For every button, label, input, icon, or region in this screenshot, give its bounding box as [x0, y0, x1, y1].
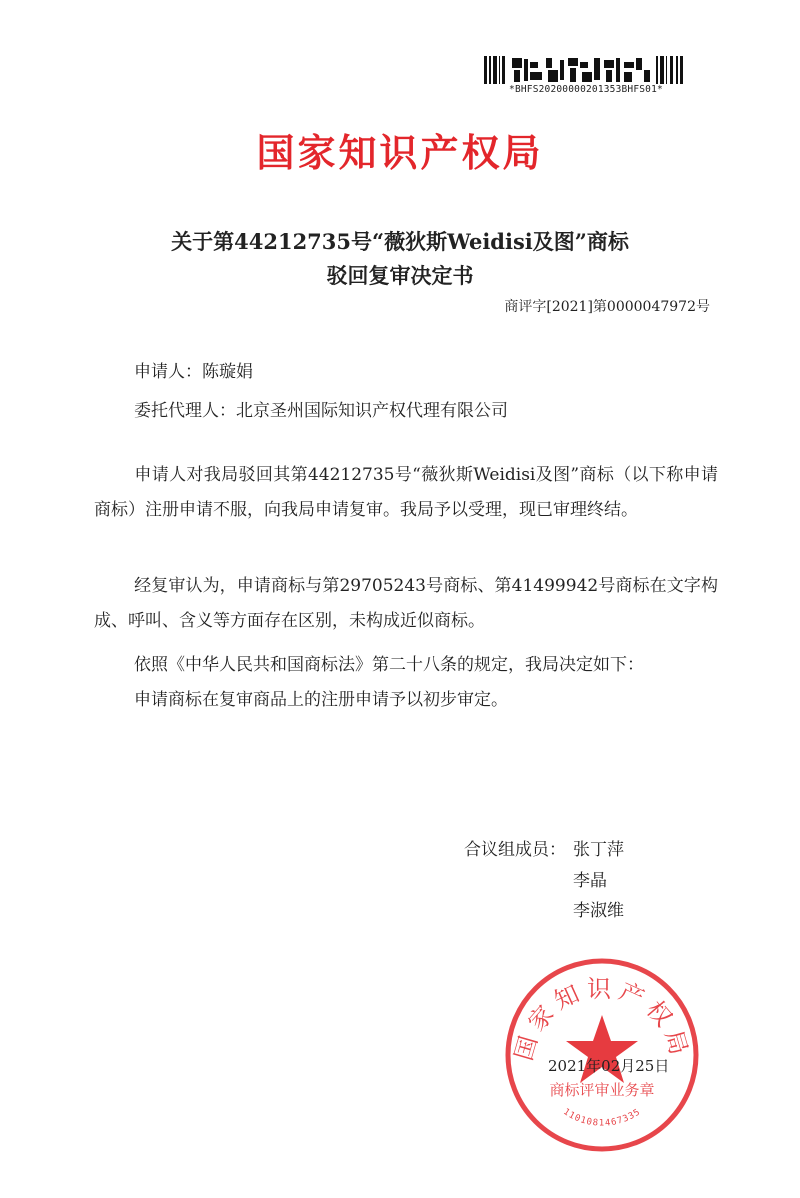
seal-arc-text: 国家知识产权局 — [509, 975, 695, 1064]
barcode-graphic — [484, 56, 684, 84]
seal-serial: 1101081467335 — [561, 1107, 643, 1129]
panel-member: 李淑维 — [573, 901, 624, 921]
panel-member: 李晶 — [573, 871, 607, 891]
decision-title-line1: 关于第44212735号“薇狄斯Weidisi及图”商标 — [171, 229, 629, 254]
applicant-label: 申请人： — [134, 362, 202, 382]
agent-label: 委托代理人： — [134, 401, 236, 421]
svg-text:1101081467335 — [561, 1107, 643, 1129]
agent-name: 北京圣州国际知识产权代理有限公司 — [236, 401, 508, 421]
paragraph-text: 经复审认为，申请商标与第29705243号商标、第41499942号商标在文字构成、呼叫、含义等方面存在区别，未构成近似商标。 — [94, 576, 718, 631]
agency-header: 国家知识产权局 — [256, 131, 544, 175]
body-paragraph-2 — [94, 569, 718, 639]
body-paragraph-1 — [94, 458, 718, 528]
barcode-number: *BHFS20200000201353BHFS01* — [509, 84, 663, 95]
decision-title-line2: 驳回复审决定书 — [326, 263, 474, 288]
decision-date: 2021年02月25日 — [548, 1057, 670, 1075]
paragraph-text: 申请人对我局驳回其第44212735号“薇狄斯Weidisi及图”商标（以下称申请商标）注册申请不服，向我局申请复审。我局予以受理，现已审理终结。 — [94, 465, 718, 520]
applicant-name: 陈璇娟 — [202, 362, 253, 382]
seal-bottom-text: 商标评审业务章 — [549, 1081, 655, 1099]
document-number: 商评字[2021]第0000047972号 — [504, 299, 710, 315]
applicant-row — [134, 357, 253, 382]
body-paragraph-4: 申请商标在复审商品上的注册申请予以初步审定。 — [134, 690, 508, 710]
panel-member: 张丁萍 — [573, 840, 624, 860]
body-paragraph-3: 依照《中华人民共和国商标法》第二十八条的规定，我局决定如下： — [134, 655, 644, 675]
panel-members-label: 合议组成员： — [464, 840, 566, 860]
agent-row — [134, 396, 508, 421]
